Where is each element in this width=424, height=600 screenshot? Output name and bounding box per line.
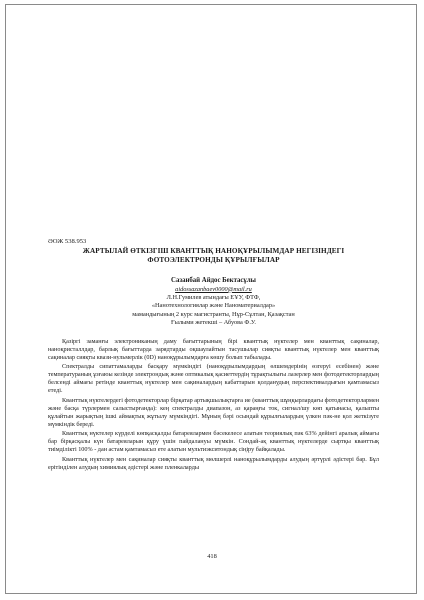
paragraph-5: Кванттық нүктелер мен сақиналар сияқты кванттық мөлшерлі наноқұрылымдарды алудың әртүрлі әдістері бар. Бұл ерітінділен алудың химиялық әдістері және пленкаларды: [48, 455, 379, 471]
author-block: [48, 277, 379, 328]
article: [48, 238, 379, 473]
author-department: «Нанотехнологиялар және Наноматериалдар»: [151, 302, 276, 310]
page-number: 418: [207, 553, 217, 560]
author-email[interactable]: aidossazanbaev0000@mail.ru: [175, 285, 252, 293]
author-name: Сазанбай Айдос Бектасұлы: [171, 277, 256, 284]
paragraph-3: Кванттық нүктелердегі фотодетекторлар бірқатар артықшылықтарға ие (кванттық шұңқырлардағы фотодетекторлармен және басқа түрлермен салыстырғанда): кең спектралды диапазон, аз қараңғы ток, сигнал/шу көп қатынасы, қалыпты құлайтын жарықтың ішкі аймақтық жұтылу мүмкіндігі. Мұның бәрі осындай құрылғылардың үлкен пәк-не қол жеткізуге мүмкіндік береді.: [48, 396, 379, 428]
scientific-advisor: Ғылыми жетекші – Абуова Ф.У.: [171, 319, 256, 327]
paragraph-4: Кванттық нүктелер күрделі көпқасқалды батареялармен бәсекелесе алатын теориялық пәк 63% дейінгі аралық аймағы бар бірқасқалы күн батареяларын құру үшін пайдалануы мүмкін. Сондай-ақ кванттық нүктелерде сыртқы кванттық тиімділікті 100% - дан астам қамтамасыз ете алатын мультиэкситондық сіңіру байқалады.: [48, 430, 379, 454]
author-affiliation: Л.Н.Гумилев атындағы ЕҰУ, ФТФ,: [166, 294, 261, 301]
title-line-2: ФОТОЭЛЕКТРОНДЫ ҚҰРЫЛҒЫЛАР: [147, 256, 280, 264]
title-line-1: ЖАРТЫЛАЙ ӨТКІЗГІШ КВАНТТЫҚ НАНОҚҰРЫЛЫМДАР НЕГІЗІНДЕГІ: [82, 247, 345, 255]
udc-code: ӘОЖ 538.953: [48, 238, 87, 245]
paragraph-2: Спектралды сипаттамаларды басқару мүмкіндігі (наноқұрылымдардың өлшемдерінің өзгеруі есебінен) және температураның ұзғаюы кезінде электрондық және оптикалық қасиеттердің тұрақтылығы лазерлер мен фотодетекторлардың белсенді аймағы ретінде кванттық нүктелер мен сақиналардың кабаттарын қолданудың перспективалдығын қамтамасыз етеді.: [48, 363, 379, 395]
author-position: мамандығының 2 курс магистранты, Нұр-Сұлтан, Қазақстан: [132, 310, 295, 318]
paragraph-1: Қазіргі заманғы электрониканың даму бағыттарының бірі кванттық нүктелер мен кванттық сақиналар, наноқристаллдар, барлық бағыттарда зарядтарды оқшаулайтын тасушылар сияқты кванттық нүктелер мен кванттық сақиналар сияқты квази-нульмерлік (0D) наноқұрылымдарға көшу болып табылады.: [48, 337, 379, 361]
article-body: [48, 338, 379, 472]
